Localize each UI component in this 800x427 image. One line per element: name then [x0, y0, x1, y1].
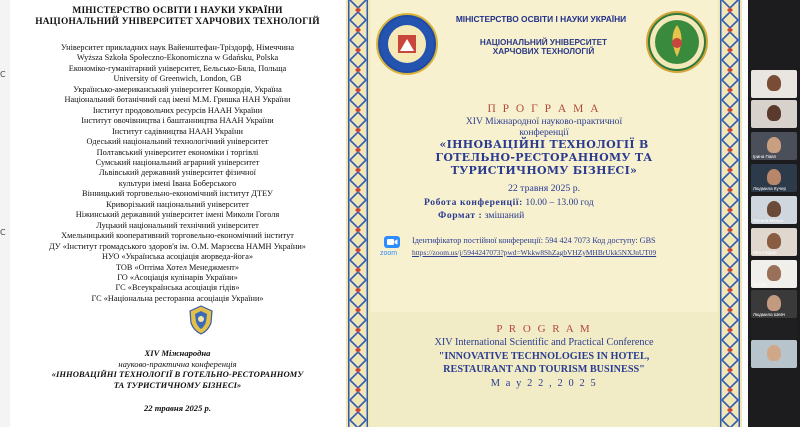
participant-tile[interactable] [751, 100, 797, 128]
conference-line: XIV Міжнародна [144, 348, 211, 358]
institution-item: Одеський національний технологічний університет [86, 137, 269, 147]
institution-item: Полтавський університет економіки і торгівлі [96, 147, 259, 157]
institution-item: Інститут овочівництва і баштанництва НААН України [81, 116, 274, 126]
english-title-line: RESTAURANT AND TOURISM BUSINESS" [443, 364, 645, 375]
conference-format [438, 210, 698, 221]
conference-line: науково-практична конференція [118, 358, 237, 369]
institution-item: University of Greenwich, London, GB [113, 74, 242, 84]
conference-subtitle-line: XIV Міжнародної науково-практичної [465, 116, 623, 127]
conference-date: 22 травня 2025 р. [144, 403, 211, 413]
ornament-border-right [718, 0, 742, 427]
conference-subtitle-line: конференції [519, 127, 569, 138]
institution-item: Хмельницький кооперативний торговельно-економічний інститут [61, 231, 294, 241]
conference-title-line: «ІННОВАЦІЙНІ ТЕХНОЛОГІЇ В [439, 138, 649, 151]
participant-name: Людмила Шевч [753, 312, 786, 317]
participant-avatar [767, 233, 781, 249]
partner-institutions-list [10, 43, 345, 304]
institution-item: Інститут садівництва НААН України [112, 126, 243, 136]
participant-name: Олена [753, 282, 767, 287]
ornament-border-left [346, 0, 370, 427]
conference-subtitle [346, 116, 742, 138]
institution-item: Вінницький торговельно-економічний інститут ДТЕУ [82, 189, 273, 199]
program-poster [346, 0, 742, 427]
zoom-meeting-id: Ідентифікатор постійної конференції: 594 424 7073 Код доступу: GBS [412, 236, 656, 245]
institution-item: Українсько-американський університет Конкордія, Україна [73, 84, 282, 94]
participant-avatar [767, 75, 781, 91]
zoom-link[interactable]: https://zoom.us/j/5944247073?pwd=Wkkw8ShZagbVHZyMHBrUkk5NXJnUT09 [412, 248, 657, 257]
university-heading: НАЦІОНАЛЬНИЙ УНІВЕРСИТЕТ ХАРЧОВИХ ТЕХНОЛОГІЙ [35, 17, 320, 27]
participant-avatar [767, 295, 781, 311]
programa-heading: П Р О Г Р А М А [487, 103, 601, 115]
poster-ministry: МІНІСТЕРСТВО ОСВІТИ І НАУКИ УКРАЇНИ [455, 14, 627, 24]
institution-item: ГО «Асоціація кулінарів України» [117, 272, 238, 282]
institution-item: Ніжинський державний університет імені Миколи Гоголя [75, 210, 280, 220]
institution-item: ДУ «Інститут громадського здоров'я ім. О.М. Марзєєва НАМН України» [49, 241, 306, 251]
poster-university-line: НАЦІОНАЛЬНИЙ УНІВЕРСИТЕТ [479, 38, 608, 47]
ministry-heading: МІНІСТЕРСТВО ОСВІТИ І НАУКИ УКРАЇНИ [72, 6, 283, 16]
conference-block [10, 348, 345, 390]
work-hours-value: 10.00 – 13.00 год [525, 197, 594, 208]
participant-name: Людмила Кучер [753, 186, 787, 191]
edge-marker-icon: C [0, 70, 6, 79]
english-date: M a y 2 2 , 2 0 2 5 [490, 378, 598, 389]
institution-item: ГС «Національна ресторанна асоціація України» [91, 293, 264, 303]
participant-avatar [767, 105, 781, 121]
participant-tile[interactable] [751, 340, 797, 368]
english-title-line: "INNOVATIVE TECHNOLOGIES IN HOTEL, [438, 351, 650, 362]
participant-avatar [767, 265, 781, 281]
document-left-page [10, 0, 345, 427]
participant-name: Оксана Мельн [753, 218, 784, 223]
conference-title-line: ТА ТУРИСТИЧНОМУ БІЗНЕСІ» [113, 379, 242, 390]
conference-title-line: ГОТЕЛЬНО-РЕСТОРАННОМУ ТА [435, 151, 653, 164]
participant-avatar [767, 137, 781, 153]
participant-name: Ірина Павл [753, 154, 777, 159]
ornament-pattern-icon [718, 0, 742, 427]
institution-item: Криворізький національний університет [106, 199, 249, 209]
conference-title-line: «ІННОВАЦІЙНІ ТЕХНОЛОГІЇ В ГОТЕЛЬНО-РЕСТОРАННОМУ [51, 369, 304, 379]
format-label: Формат : [438, 210, 483, 221]
institution-item: культури імені Івана Боберського [118, 178, 237, 188]
work-hours [424, 197, 704, 208]
participant-tile[interactable] [751, 196, 797, 224]
participants-sidebar [748, 0, 800, 427]
institution-item: Луцький національний технічний університет [96, 220, 259, 230]
institution-item: Сумський національний аграрний університет [95, 157, 260, 167]
institution-item: Національний ботанічний сад імені М.М. Гришка НАН України [64, 95, 291, 105]
zoom-icon [384, 236, 400, 248]
conference-title [346, 138, 742, 177]
zoom-label: zoom [380, 250, 398, 257]
poster-date: 22 травня 2025 р. [507, 183, 581, 194]
participant-tile[interactable] [751, 290, 797, 318]
participant-avatar [767, 169, 781, 185]
work-hours-label: Робота конференції: [424, 197, 523, 208]
participant-tile[interactable] [751, 132, 797, 160]
institution-item: Університет прикладних наук Вайенштефан-Тріздорф, Німеччина [60, 43, 295, 52]
institution-item: ГС «Всеукраїнська асоціація гідів» [115, 283, 240, 293]
institution-item: Економіко-гуманітарний університет, Бельсько-Бяла, Польща [68, 63, 287, 73]
participant-tile[interactable] [751, 164, 797, 192]
institution-item: Wyższa Szkoła Społeczno-Ekonomiczna w Gdańsku, Polska [76, 53, 279, 63]
participant-avatar [767, 345, 781, 361]
participant-name: Ліга Свідер [753, 250, 777, 255]
institution-item: Інститут продовольчих ресурсів НААН України [92, 105, 263, 115]
poster-university-line: ХАРЧОВИХ ТЕХНОЛОГІЙ [492, 47, 595, 56]
participant-avatar [767, 323, 781, 339]
english-conference-line: XIV International Scientific and Practical Conference [434, 337, 654, 348]
participant-tile[interactable] [751, 228, 797, 256]
format-value: змішаний [484, 210, 525, 221]
institution-item: ТОВ «Оптіма Хотел Менеджмент» [115, 262, 240, 272]
participant-avatar [767, 201, 781, 217]
institution-item: НУО «Українська асоціація аюрведа-йога» [101, 252, 254, 262]
left-edge-strip [0, 0, 10, 427]
participant-tile[interactable] [751, 70, 797, 98]
institution-item: Львівський державний університет фізичної [99, 168, 256, 178]
program-heading: P R O G R A M [496, 323, 592, 335]
ornament-pattern-icon [346, 0, 370, 427]
conference-title-line: ТУРИСТИЧНОМУ БІЗНЕСІ» [450, 164, 638, 177]
university-emblem-icon [188, 305, 214, 335]
participant-tile[interactable] [751, 260, 797, 288]
edge-marker-icon: C [0, 228, 6, 237]
